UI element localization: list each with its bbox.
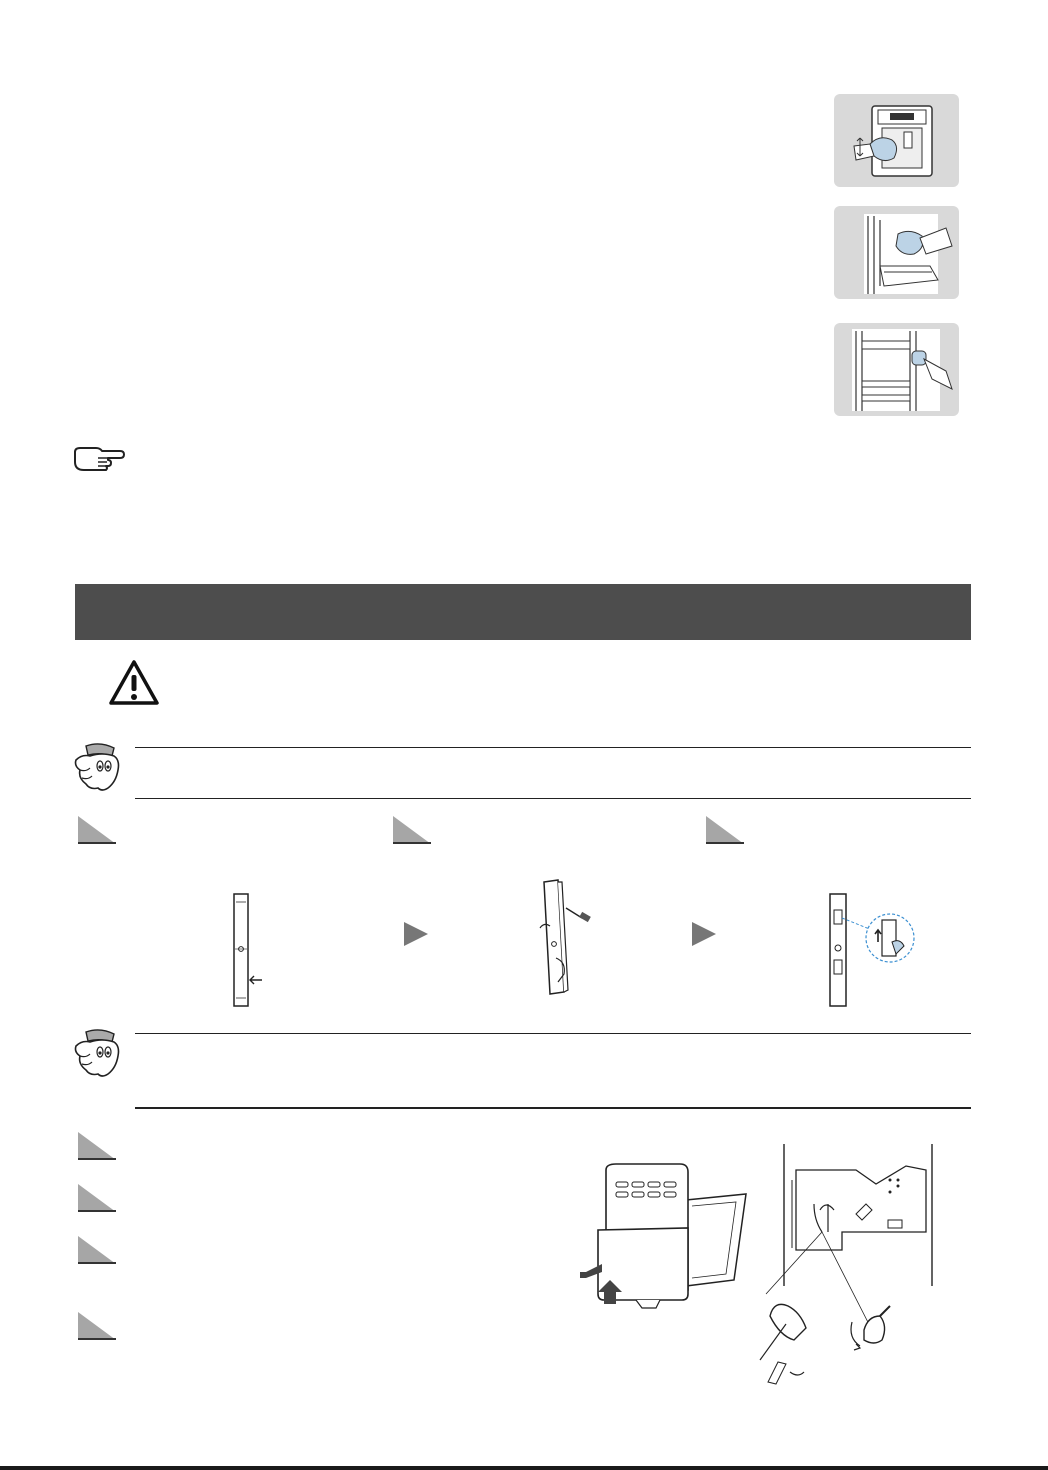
- tip-top-rule: [135, 747, 971, 748]
- lamp-replacement-illustration: [826, 890, 926, 1015]
- section-header-bar: [75, 584, 971, 640]
- step-marker: [78, 1184, 116, 1212]
- dispenser-cleaning-illustration: [834, 94, 959, 187]
- mascot-hand-icon: [72, 1028, 126, 1080]
- step-marker: [393, 816, 431, 844]
- lamp-cover-illustration: [222, 890, 272, 1015]
- tip-bottom-rule: [135, 798, 971, 799]
- pointing-hand-icon: [72, 444, 126, 472]
- next-arrow-icon: [692, 922, 716, 946]
- door-handle-cleaning-illustration: [834, 323, 959, 416]
- step-marker: [78, 1132, 116, 1160]
- next-arrow-icon: [404, 922, 428, 946]
- tip-bottom-rule: [135, 1107, 971, 1109]
- lamp-cover-box-illustration: [576, 1160, 776, 1325]
- lamp-cover-removal-illustration: [536, 878, 596, 1003]
- warning-triangle-icon: [108, 659, 160, 707]
- page-footer-rule: [0, 1466, 1048, 1470]
- tip-top-rule: [135, 1033, 971, 1034]
- step-marker: [78, 1236, 116, 1264]
- lamp-socket-illustration: [756, 1140, 946, 1395]
- mascot-hand-icon: [72, 742, 126, 794]
- step-marker: [78, 816, 116, 844]
- door-gasket-cleaning-illustration: [834, 206, 959, 299]
- step-marker: [706, 816, 744, 844]
- step-marker: [78, 1312, 116, 1340]
